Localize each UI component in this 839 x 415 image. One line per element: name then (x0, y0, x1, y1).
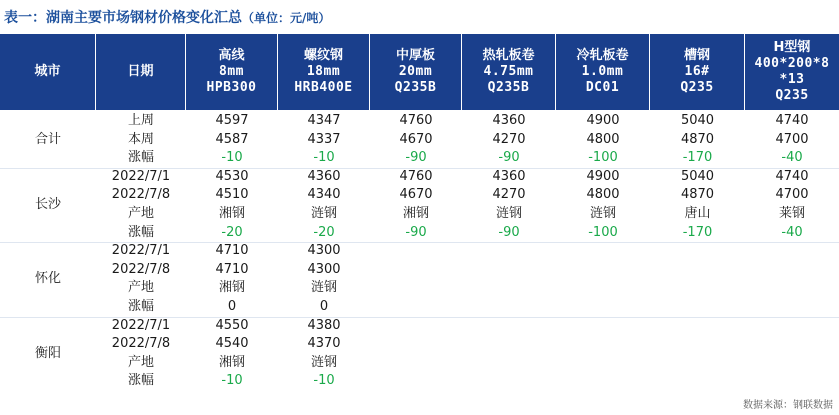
row-label: 产地 (127, 206, 154, 221)
value-cell: 0 (319, 299, 329, 314)
row-label: 2022/7/8 (111, 187, 171, 203)
value-cell: 涟钢 (495, 206, 522, 221)
unit-text: （单位：元/吨） (242, 11, 331, 25)
value-cell: 涟钢 (310, 280, 337, 296)
row-label: 涨幅 (127, 373, 154, 389)
row-label: 上周 (127, 113, 154, 128)
value-cell: 4870 (680, 131, 715, 147)
value-cell: 4800 (586, 187, 620, 203)
table-header (0, 34, 839, 110)
header-col-3 (278, 34, 370, 110)
row-label: 本周 (127, 131, 154, 147)
value-cell: 4510 (215, 187, 249, 203)
value-cell: -170 (682, 224, 713, 240)
value-cell: 4360 (492, 113, 526, 128)
table-row (0, 372, 839, 390)
header-col-8 (745, 34, 839, 110)
value-cell: 莱钢 (778, 206, 805, 221)
city-label: 长沙 (34, 197, 61, 212)
value-cell: 5040 (680, 168, 715, 184)
header-col-2 (186, 34, 278, 110)
header-line: 冷轧板卷 (576, 48, 629, 63)
value-cell: -20 (313, 224, 335, 240)
value-cell: 4270 (492, 131, 526, 147)
header-line: 20mm (398, 64, 433, 79)
header-line: 18mm (306, 64, 341, 79)
value-cell: -20 (221, 224, 243, 240)
table-row (0, 149, 839, 167)
value-cell: -90 (405, 150, 427, 166)
value-cell: 湘钢 (402, 206, 429, 221)
value-cell: 4337 (307, 131, 341, 147)
header-col-5 (462, 34, 556, 110)
value-cell: 4710 (215, 243, 249, 259)
header-line: 城市 (34, 64, 61, 79)
value-cell: 4300 (307, 243, 341, 259)
city-label: 怀化 (34, 271, 61, 287)
value-cell: 湘钢 (218, 280, 245, 296)
table-row (0, 335, 839, 353)
page-title (4, 8, 330, 28)
value-cell: 0 (227, 299, 237, 314)
value-cell: 4740 (775, 168, 809, 184)
value-cell: 涟钢 (310, 206, 337, 221)
value-cell: 4360 (307, 168, 341, 184)
value-cell: 4760 (399, 113, 433, 128)
value-cell: -90 (405, 224, 427, 240)
header-line: DC01 (585, 80, 620, 95)
value-cell: 4340 (307, 187, 341, 203)
row-label: 涨幅 (127, 299, 154, 314)
table-row (0, 131, 839, 149)
header-col-4 (370, 34, 462, 110)
header-line: H型钢 (773, 40, 811, 55)
value-cell: -170 (682, 150, 713, 166)
value-cell: 4540 (215, 336, 249, 352)
header-col-0 (0, 34, 96, 110)
header-line: 8mm (219, 64, 244, 79)
value-cell: 4530 (215, 168, 249, 184)
header-line: Q235 (680, 80, 714, 95)
header-line: 螺纹钢 (303, 48, 343, 63)
table-row (0, 279, 839, 297)
value-cell: 湘钢 (218, 206, 245, 221)
value-cell: -40 (781, 150, 803, 166)
city-label: 合计 (34, 131, 61, 147)
value-cell: 唐山 (684, 206, 711, 221)
header-col-7 (650, 34, 745, 110)
header-line: 热轧板卷 (482, 48, 535, 63)
value-cell: 4380 (307, 317, 341, 333)
value-cell: -100 (588, 224, 618, 240)
row-label: 2022/7/1 (111, 317, 171, 333)
table-row (0, 317, 839, 335)
value-cell: 4740 (775, 113, 809, 128)
value-cell: 4900 (586, 168, 620, 184)
value-cell: -10 (313, 373, 335, 389)
value-cell: -40 (781, 224, 803, 240)
value-cell: 4900 (586, 113, 620, 128)
value-cell: 4870 (680, 187, 715, 203)
table-row (0, 261, 839, 279)
header-col-1 (96, 34, 186, 110)
row-label: 2022/7/8 (111, 336, 171, 352)
value-cell: 4670 (399, 187, 433, 203)
value-cell: 湘钢 (218, 354, 245, 370)
row-label: 产地 (127, 280, 154, 296)
city-label: 衡阳 (34, 345, 61, 361)
header-line: 槽钢 (683, 48, 710, 63)
row-label: 2022/7/1 (111, 243, 171, 259)
table-row (0, 354, 839, 372)
table-row (0, 186, 839, 204)
value-cell: -90 (498, 150, 520, 166)
row-label: 涨幅 (127, 150, 154, 166)
value-cell: 涟钢 (589, 206, 616, 221)
header-line: 16# (684, 64, 710, 79)
value-cell: -10 (221, 373, 243, 389)
header-line: 高线 (218, 48, 245, 63)
title-text: 表一：湖南主要市场钢材价格变化汇总 (4, 10, 242, 26)
header-line: 1.0mm (581, 64, 624, 79)
value-cell: -10 (313, 150, 335, 166)
value-cell: 4360 (492, 168, 526, 184)
value-cell: 4587 (215, 131, 249, 147)
value-cell: 4347 (307, 113, 341, 128)
value-cell: 4700 (775, 131, 809, 147)
table-row (0, 112, 839, 130)
row-label: 涨幅 (127, 224, 154, 240)
value-cell: 4270 (492, 187, 526, 203)
value-cell: 4597 (215, 113, 249, 128)
header-line: 中厚板 (395, 48, 435, 63)
value-cell: -100 (588, 150, 618, 166)
value-cell: 5040 (680, 113, 715, 128)
value-cell: 4710 (215, 261, 249, 277)
header-col-6 (556, 34, 650, 110)
header-line: HPB300 (206, 80, 257, 95)
value-cell: 4550 (215, 317, 249, 333)
value-cell: -10 (221, 150, 243, 166)
table-row (0, 168, 839, 186)
header-line: 4.75mm (483, 64, 534, 79)
value-cell: 涟钢 (310, 354, 337, 370)
value-cell: 4800 (586, 131, 620, 147)
value-cell: 4700 (775, 187, 809, 203)
value-cell: 4370 (307, 336, 341, 352)
header-line: Q235 (775, 88, 809, 103)
header-line: Q235B (394, 80, 437, 95)
source-note: 数据来源：钢联数据 (743, 400, 833, 411)
table-row (0, 224, 839, 242)
row-label: 产地 (127, 354, 154, 370)
row-label: 2022/7/1 (111, 168, 171, 184)
header-line: HRB400E (294, 80, 353, 95)
table-row (0, 242, 839, 260)
value-cell: 4760 (399, 168, 433, 184)
header-line: 日期 (127, 64, 154, 79)
table-row (0, 205, 839, 223)
header-line: Q235B (487, 80, 530, 95)
row-label: 2022/7/8 (111, 261, 171, 277)
header-line: 400*200*8 (754, 56, 830, 71)
table-row (0, 298, 839, 316)
value-cell: 4300 (307, 261, 341, 277)
header-line: *13 (779, 72, 805, 87)
value-cell: 4670 (399, 131, 433, 147)
value-cell: -90 (498, 224, 520, 240)
